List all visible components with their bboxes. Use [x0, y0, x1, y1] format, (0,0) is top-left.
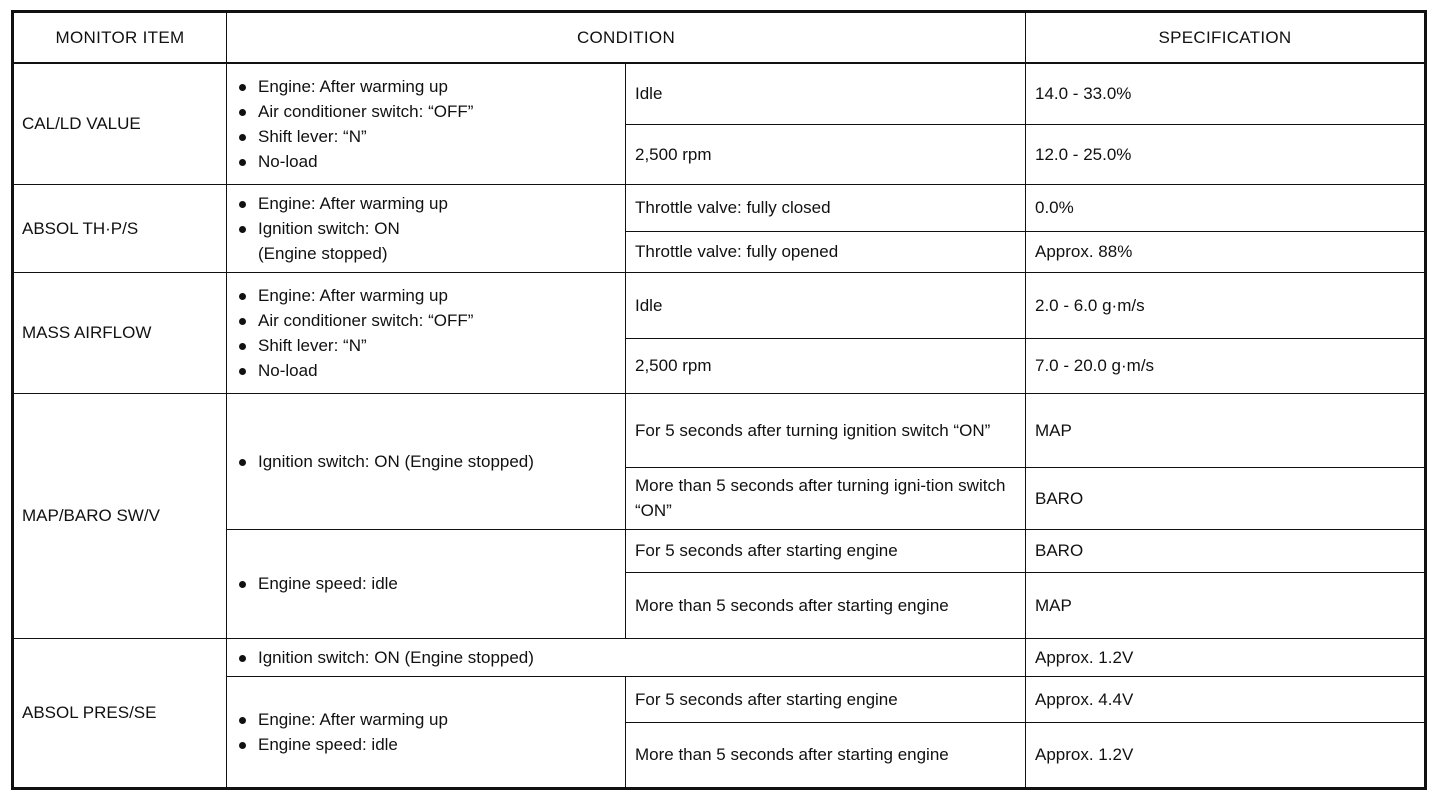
condition-list	[236, 191, 616, 266]
sub-condition: Throttle valve: fully closed	[626, 184, 1026, 231]
specification-value: Approx. 4.4V	[1026, 676, 1426, 722]
sub-condition: Idle	[626, 63, 1026, 124]
condition-list	[236, 449, 616, 474]
sub-condition: 2,500 rpm	[626, 338, 1026, 393]
table-row	[13, 184, 1426, 231]
monitor-item: MAP/BARO SW/V	[13, 393, 227, 638]
specification-value: BARO	[1026, 529, 1426, 572]
sub-condition: For 5 seconds after starting engine	[626, 529, 1026, 572]
condition-bullet: Shift lever: “N”	[236, 333, 616, 358]
sub-condition: More than 5 seconds after turning igni-tion switch “ON”	[626, 467, 1026, 529]
sub-condition: More than 5 seconds after starting engine	[626, 722, 1026, 788]
condition-cell	[227, 63, 626, 184]
condition-bullet: Shift lever: “N”	[236, 124, 616, 149]
condition-continuation: (Engine stopped)	[258, 243, 388, 263]
condition-bullet: No-load	[236, 358, 616, 383]
sub-condition: Idle	[626, 272, 1026, 338]
table-row	[13, 272, 1426, 338]
specification-value: 12.0 - 25.0%	[1026, 124, 1426, 184]
condition-cell	[227, 638, 1026, 676]
condition-list	[236, 571, 616, 596]
condition-cell	[227, 676, 626, 788]
condition-bullet: Air conditioner switch: “OFF”	[236, 308, 616, 333]
specification-value: 0.0%	[1026, 184, 1426, 231]
condition-list	[236, 707, 616, 757]
specification-value: 2.0 - 6.0 g·m/s	[1026, 272, 1426, 338]
monitor-item: ABSOL TH·P/S	[13, 184, 227, 272]
table-row	[13, 393, 1426, 467]
monitor-item: CAL/LD VALUE	[13, 63, 227, 184]
condition-bullet: Engine: After warming up	[236, 707, 616, 732]
specification-value: Approx. 88%	[1026, 231, 1426, 272]
table-row	[13, 63, 1426, 124]
condition-list	[236, 645, 1016, 670]
specification-value: MAP	[1026, 572, 1426, 638]
header-specification: SPECIFICATION	[1026, 12, 1426, 64]
header-row	[13, 12, 1426, 64]
condition-cell	[227, 272, 626, 393]
condition-bullet: Engine speed: idle	[236, 732, 616, 757]
condition-bullet: Engine: After warming up	[236, 283, 616, 308]
condition-bullet: Engine speed: idle	[236, 571, 616, 596]
condition-cell	[227, 393, 626, 529]
monitor-item: MASS AIRFLOW	[13, 272, 227, 393]
condition-bullet: Ignition switch: ON (Engine stopped)	[236, 645, 1016, 670]
condition-bullet: Air conditioner switch: “OFF”	[236, 99, 616, 124]
specification-value: BARO	[1026, 467, 1426, 529]
sub-condition: 2,500 rpm	[626, 124, 1026, 184]
table-row	[13, 638, 1426, 676]
condition-list	[236, 74, 616, 174]
monitor-spec-table	[11, 10, 1427, 790]
specification-value: 7.0 - 20.0 g·m/s	[1026, 338, 1426, 393]
condition-bullet: No-load	[236, 149, 616, 174]
condition-bullet: Ignition switch: ON	[236, 216, 616, 241]
condition-bullet: Ignition switch: ON (Engine stopped)	[236, 449, 616, 474]
sub-condition: More than 5 seconds after starting engine	[626, 572, 1026, 638]
monitor-item: ABSOL PRES/SE	[13, 638, 227, 788]
condition-cell	[227, 184, 626, 272]
condition-bullet: Engine: After warming up	[236, 191, 616, 216]
condition-list	[236, 283, 616, 383]
specification-value: Approx. 1.2V	[1026, 722, 1426, 788]
condition-bullet: Engine: After warming up	[236, 74, 616, 99]
sub-condition: For 5 seconds after starting engine	[626, 676, 1026, 722]
condition-cell	[227, 529, 626, 638]
header-condition: CONDITION	[227, 12, 1026, 64]
sub-condition: Throttle valve: fully opened	[626, 231, 1026, 272]
sub-condition: For 5 seconds after turning ignition switch “ON”	[626, 393, 1026, 467]
specification-value: MAP	[1026, 393, 1426, 467]
specification-value: Approx. 1.2V	[1026, 638, 1426, 676]
header-monitor-item: MONITOR ITEM	[13, 12, 227, 64]
specification-value: 14.0 - 33.0%	[1026, 63, 1426, 124]
